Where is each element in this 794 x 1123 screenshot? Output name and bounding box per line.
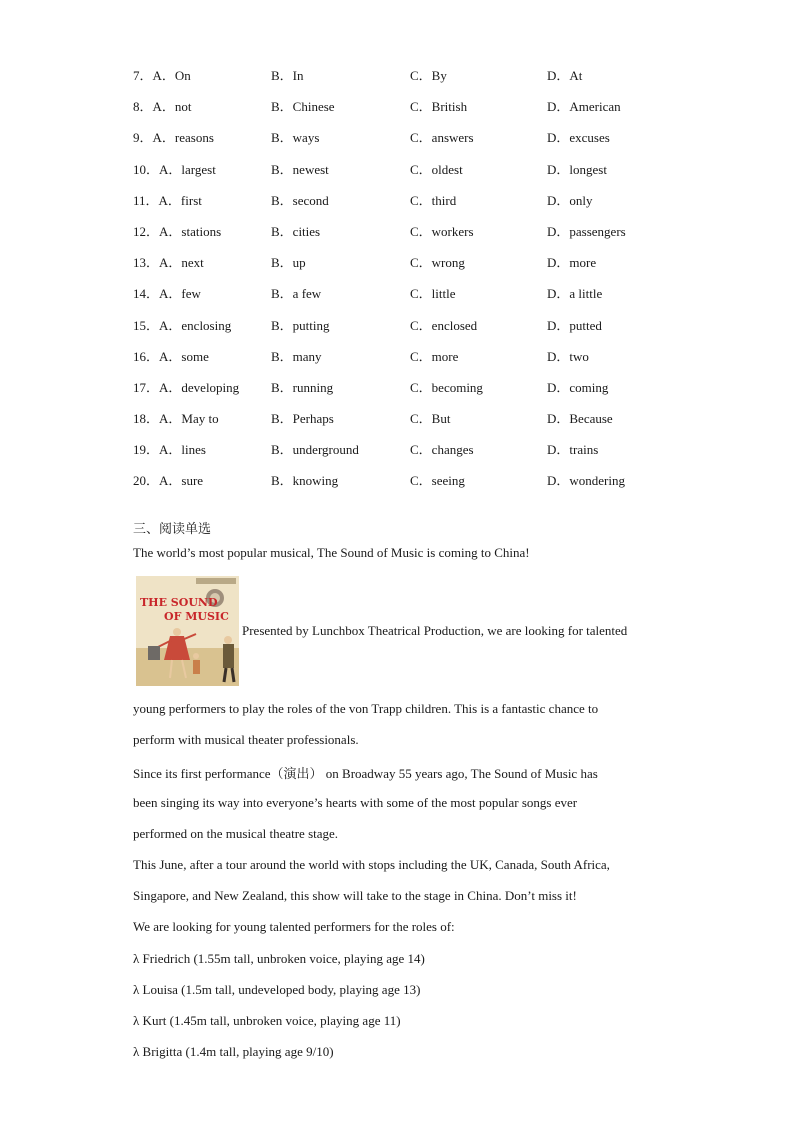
- option-a[interactable]: 8．A．not: [133, 99, 192, 115]
- role-list-item: λ Friedrich (1.55m tall, unbroken voice, playing age 14): [133, 951, 425, 966]
- role-list-item: λ Brigitta (1.4m tall, playing age 9/10): [133, 1044, 334, 1059]
- option-b[interactable]: B．Chinese: [271, 99, 335, 115]
- question-row: [133, 60, 693, 91]
- option-a[interactable]: 17．A．developing: [133, 379, 240, 395]
- option-b[interactable]: B．many: [271, 348, 322, 364]
- question-row: [133, 154, 693, 185]
- option-d[interactable]: D．excuses: [547, 130, 610, 146]
- question-row: [133, 310, 693, 341]
- option-c[interactable]: C．answers: [410, 130, 474, 146]
- question-row: [133, 341, 693, 372]
- option-d[interactable]: D．trains: [547, 442, 599, 458]
- question-row: [133, 185, 693, 216]
- option-d[interactable]: D．Because: [547, 411, 613, 427]
- body-line: This June, after a tour around the world with stops including the UK, Canada, South Africa,: [133, 857, 610, 872]
- poster-title-line1: THE SOUND: [140, 596, 218, 609]
- body-line: We are looking for young talented performers for the roles of:: [133, 919, 455, 934]
- option-b[interactable]: B．cities: [271, 223, 321, 239]
- question-row: [133, 403, 693, 434]
- body-line: performed on the musical theatre stage.: [133, 826, 339, 841]
- option-d[interactable]: D．more: [547, 255, 597, 271]
- question-row: [133, 216, 693, 247]
- option-a[interactable]: 14．A．few: [133, 286, 201, 302]
- option-c[interactable]: C．oldest: [410, 161, 463, 177]
- option-c[interactable]: C．third: [410, 192, 457, 208]
- option-d[interactable]: D．putted: [547, 317, 602, 333]
- option-d[interactable]: D．American: [547, 99, 621, 115]
- body-line: been singing its way into everyone’s hearts with some of the most popular songs ever: [133, 795, 578, 810]
- role-list-item: λ Louisa (1.5m tall, undeveloped body, playing age 13): [133, 982, 421, 997]
- option-a[interactable]: 11．A．first: [133, 192, 202, 208]
- option-b[interactable]: B．In: [271, 68, 304, 83]
- option-d[interactable]: D．two: [547, 348, 589, 364]
- option-d[interactable]: D．At: [547, 68, 583, 83]
- option-c[interactable]: C．more: [410, 348, 459, 364]
- question-row: [133, 465, 693, 496]
- body-line: Since its first performance（演出） on Broadway 55 years ago, The Sound of Music has: [133, 766, 598, 781]
- question-row: [133, 247, 693, 278]
- question-row: [133, 91, 693, 122]
- option-a[interactable]: 9．A．reasons: [133, 130, 214, 146]
- option-c[interactable]: C．British: [410, 99, 468, 115]
- option-b[interactable]: B．Perhaps: [271, 411, 334, 427]
- option-b[interactable]: B．putting: [271, 317, 330, 333]
- option-c[interactable]: C．wrong: [410, 255, 465, 271]
- option-a[interactable]: 20．A．sure: [133, 473, 204, 489]
- body-line: perform with musical theater professionals.: [133, 732, 359, 747]
- option-a[interactable]: 15．A．enclosing: [133, 317, 232, 333]
- option-a[interactable]: 16．A．some: [133, 348, 209, 364]
- musical-poster-image: [136, 576, 239, 686]
- question-row: [133, 372, 693, 403]
- option-c[interactable]: C．seeing: [410, 473, 465, 489]
- question-row: [133, 434, 693, 465]
- option-b[interactable]: B．underground: [271, 442, 359, 458]
- option-d[interactable]: D．wondering: [547, 473, 625, 489]
- body-line: young performers to play the roles of the von Trapp children. This is a fantastic chance to: [133, 701, 599, 716]
- intro-line: The world’s most popular musical, The Sound of Music is coming to China!: [133, 545, 530, 560]
- option-d[interactable]: D．only: [547, 192, 593, 208]
- option-a[interactable]: 7．A．On: [133, 68, 191, 83]
- presented-line: Presented by Lunchbox Theatrical Production, we are looking for talented: [242, 623, 628, 638]
- option-c[interactable]: C．But: [410, 411, 451, 427]
- option-b[interactable]: B．knowing: [271, 473, 339, 489]
- poster-title-line2: OF MUSIC: [164, 610, 229, 623]
- section-heading: 三、阅读单选: [133, 522, 212, 537]
- question-row: [133, 278, 693, 309]
- option-b[interactable]: B．second: [271, 192, 329, 208]
- option-a[interactable]: 10．A．largest: [133, 161, 216, 177]
- option-c[interactable]: C．workers: [410, 223, 474, 239]
- body-line: Singapore, and New Zealand, this show will take to the stage in China. Don’t miss it!: [133, 888, 577, 903]
- option-a[interactable]: 13．A．next: [133, 255, 204, 271]
- option-c[interactable]: C．little: [410, 286, 456, 302]
- option-d[interactable]: D．longest: [547, 161, 607, 177]
- option-c[interactable]: C．By: [410, 68, 447, 83]
- option-c[interactable]: C．becoming: [410, 379, 483, 395]
- question-row: [133, 122, 693, 153]
- option-d[interactable]: D．a little: [547, 286, 603, 302]
- option-b[interactable]: B．up: [271, 255, 306, 271]
- option-b[interactable]: B．a few: [271, 286, 322, 302]
- option-d[interactable]: D．coming: [547, 379, 609, 395]
- option-b[interactable]: B．ways: [271, 130, 320, 146]
- role-list-item: λ Kurt (1.45m tall, unbroken voice, playing age 11): [133, 1013, 401, 1028]
- option-b[interactable]: B．newest: [271, 161, 329, 177]
- option-a[interactable]: 19．A．lines: [133, 442, 206, 458]
- option-c[interactable]: C．enclosed: [410, 317, 478, 333]
- option-b[interactable]: B．running: [271, 379, 334, 395]
- answer-options: [133, 60, 693, 497]
- option-a[interactable]: 18．A．May to: [133, 411, 219, 427]
- option-a[interactable]: 12．A．stations: [133, 223, 222, 239]
- option-d[interactable]: D．passengers: [547, 223, 626, 239]
- option-c[interactable]: C．changes: [410, 442, 474, 458]
